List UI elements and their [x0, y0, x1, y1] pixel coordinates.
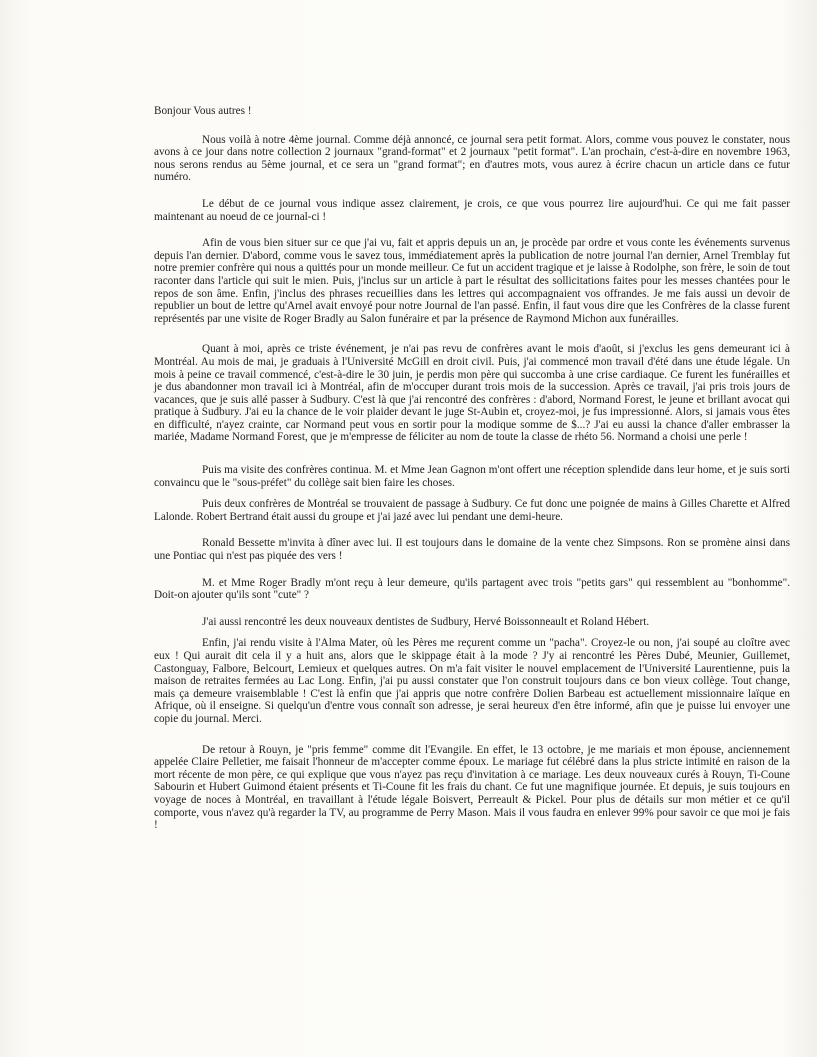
paragraph-dentists: J'ai aussi rencontré les deux nouveaux dentistes de Sudbury, Hervé Boissonneault et Roland Hébert.	[202, 615, 650, 628]
paragraph-journal-intro: Le début de ce journal vous indique assez clairement, je crois, ce que vous pourrez lire aujourd'hui. Ce qui me fait passer maintenant au noeud de ce journal-ci !	[154, 197, 790, 223]
paragraph-arnel-tremblay: Afin de vous bien situer sur ce que j'ai vu, fait et appris depuis un an, je procède par ordre et vous conte les événements survenus depuis l'an dernier. D'abord, comme vous le savez tous, immédiatement après la publication de notre journal l'an dernier, Arnel Tremblay fut notre premier confrère qui nous a quittés pour un monde meilleur. Ce fut un accident tragique et je laisse à Rodolphe, son frère, le soin de tout raconter dans l'article qui suit le mien. Puis, j'inclus sur un article à part le résultat des sollicitations faites pour les messes chantées pour le repos de son âme. Enfin, j'inclus des phrases recueillies dans les lettres qui accompagnaient vos offrandes. Je me fais aussi un devoir de republier un bout de lettre qu'Arnel avait envoyé pour notre Journal de l'an passé. Enfin, il faut vous dire que les Confrères de la classe furent représentés par une visite de Roger Bradly au Salon funéraire et par la présence de Raymond Michon aux funérailles.	[154, 237, 790, 325]
paragraph-bessette: Ronald Bessette m'invita à dîner avec lui. Il est toujours dans le domaine de la vente chez Simpsons. Ron se promène ainsi dans une Pontiac qui n'est pas piquée des vers !	[154, 537, 790, 563]
paragraph-gagnon: Puis ma visite des confrères continua. M. et Mme Jean Gagnon m'ont offert une réception splendide dans leur home, et je suis sorti convaincu que le "sous-préfet" du collège sait bien faire les choses.	[154, 464, 790, 489]
paragraph-journal-format: Nous voilà à notre 4ème journal. Comme déjà annoncé, ce journal sera petit format. Alors, comme vous pouvez le constater, nous avons à ce jour dans notre collection 2 journaux "grand-format" et 2 journaux "petit format". L'an prochain, c'est-à-dire en novembre 1963, nous serons rendus au 5ème journal, et ce sera un "grand format"; en d'autres mots, vous aurez à écrire chacun un article dans ce futur numéro.	[154, 133, 790, 184]
letter-body	[154, 105, 790, 846]
paragraph-marriage: De retour à Rouyn, je "pris femme" comme dit l'Evangile. En effet, le 13 octobre, je me mariais et mon épouse, anciennement appelée Claire Pelletier, me faisait l'honneur de m'accepter comme époux. Le mariage fut célébré dans la plus stricte intimité en raison de la mort récente de mon père, ce qui explique que vous n'ayez pas reçu d'invitation à ce mariage. Les deux nouveaux curés à Rouyn, Ti-Coune Sabourin et Hubert Guimond étaient présents et Ti-Coune fit les frais du chant. Ce fut une magnifique journée. Et depuis, je suis toujours en voyage de noces à Montréal, en travaillant à l'étude légale Boisvert, Perreault & Pickel. Pour plus de détails sur mon métier et ce qu'il comporte, vous n'avez qu'à regarder la TV, au programme de Perry Mason. Mais il vous faudra en enlever 99% pour savoir ce que moi je fais !	[154, 743, 790, 832]
paragraph-bradly: M. et Mme Roger Bradly m'ont reçu à leur demeure, qu'ils partagent avec trois "petits gars" qui ressemblent au "bonhomme". Doit-on ajouter qu'ils sont "cute" ?	[154, 576, 790, 602]
paragraph-montreal-confreres: Puis deux confrères de Montréal se trouvaient de passage à Sudbury. Ce fut donc une poignée de mains à Gilles Charette et Alfred Lalonde. Robert Bertrand était aussi du groupe et j'ai jazé avec lui pendant une demi-heure.	[154, 498, 790, 523]
paragraph-sudbury-visit: Quant à moi, après ce triste événement, je n'ai pas revu de confrères avant le mois d'août, si j'exclus les gens demeurant ici à Montréal. Au mois de mai, je graduais à l'Université McGill en droit civil. Puis, j'ai commencé mon travail d'été dans une étude légale. Un mois à peine ce travail commencé, c'est-à-dire le 30 juin, je perdis mon père qui succomba à une crise cardiaque. Ce furent les funérailles et je dus abandonner mon travail ici à Montréal, afin de m'occuper durant trois mois de la succession. Après ce travail, j'ai pris trois jours de vacances, que je suis allé passer à Sudbury. C'est là que j'ai rencontré des confrères : d'abord, Normand Forest, le jeune et brillant avocat qui pratique à Sudbury. J'ai eu la chance de le voir plaider devant le juge St-Aubin et, croyez-moi, je fus impressionné. Alors, si jamais vous êtes en difficulté, n'ayez crainte, car Normand peut vous en sortir pour la modique somme de $...? J'ai eu aussi la chance d'aller embrasser la mariée, Madame Normand Forest, que je m'empresse de féliciter au nom de toute la classe de rhéto 56. Normand a choisi une perle !	[154, 343, 790, 444]
letter-greeting: Bonjour Vous autres !	[154, 105, 252, 117]
paragraph-alma-mater: Enfin, j'ai rendu visite à l'Alma Mater, où les Pères me reçurent comme un "pacha". Croyez-le ou non, j'ai soupé au cloître avec eux ! Qui aurait dit cela il y a huit ans, alors que le skippage était à la mode ? J'y ai rencontré les Pères Dubé, Meunier, Guillemet, Castonguay, Falbore, Belcourt, Lemieux et quelques autres. On m'a fait visiter le nouvel emplacement de l'Université Laurentienne, puis la maison de retraites fermées au Lac Long. Enfin, j'ai pu aussi constater que l'on construit toujours dans ce bon vieux collège. Tout change, mais ça demeure vraisemblable ! C'est là enfin que j'ai appris que notre confrère Dolien Barbeau est actuellement missionnaire laïque en Afrique, où il enseigne. Si quelqu'un d'entre vous connaît son adresse, je serai heureux d'en être informé, afin que je puisse lui envoyer une copie du journal. Merci.	[154, 637, 790, 725]
